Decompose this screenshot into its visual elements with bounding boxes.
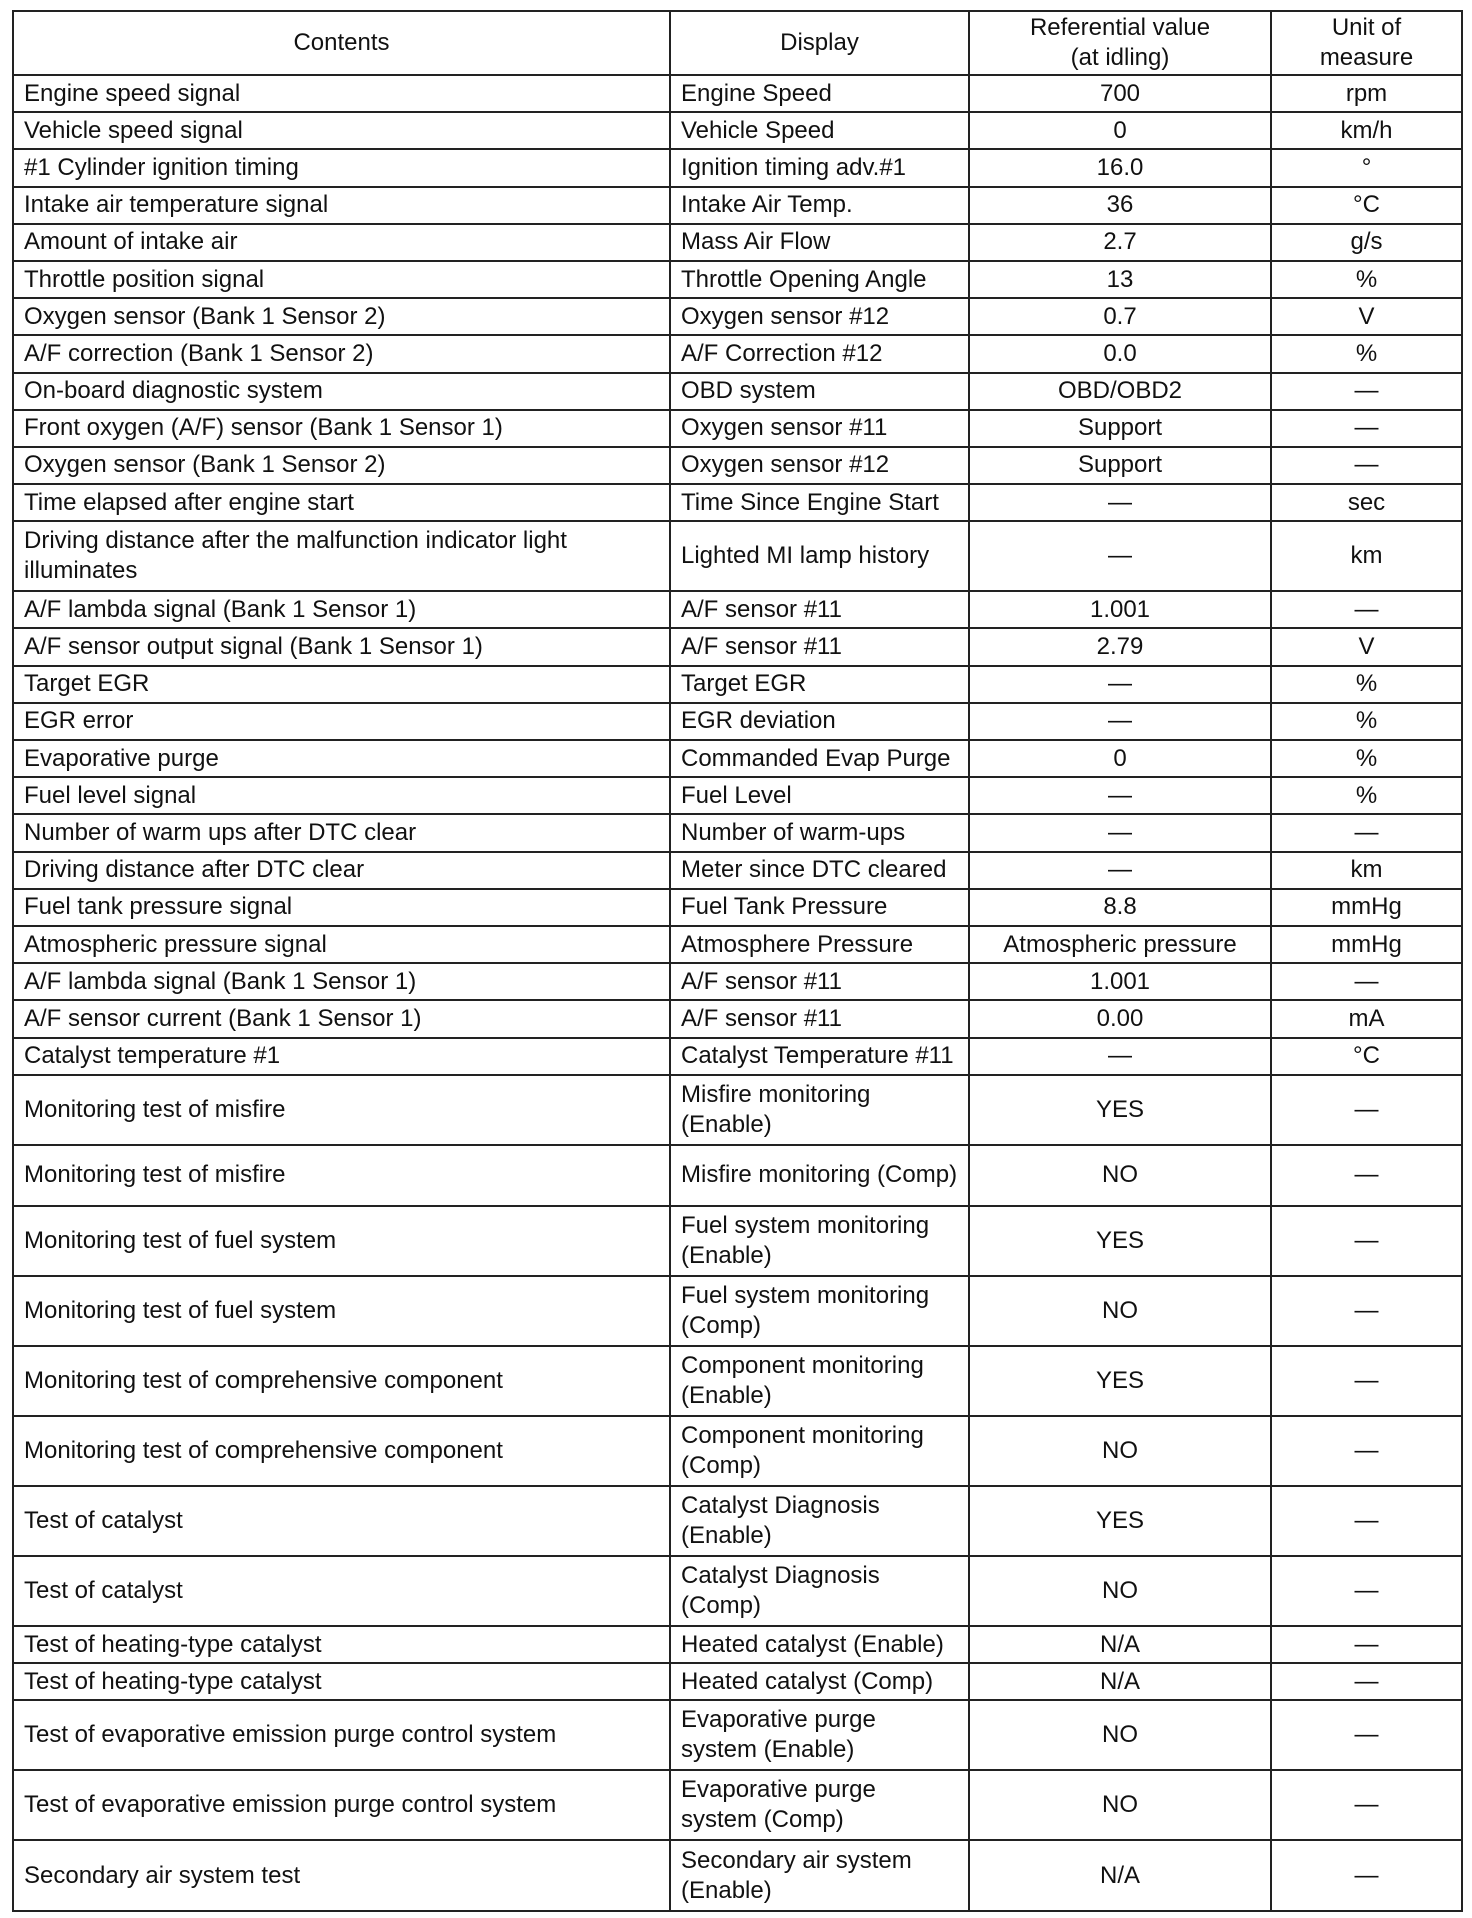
cell-unit: mmHg	[1271, 926, 1462, 963]
cell-display: Mass Air Flow	[670, 224, 969, 261]
cell-referential-value: N/A	[969, 1840, 1271, 1911]
cell-referential-value: 0	[969, 740, 1271, 777]
cell-contents: Oxygen sensor (Bank 1 Sensor 2)	[13, 298, 670, 335]
cell-display: Heated catalyst (Comp)	[670, 1663, 969, 1700]
cell-display: Vehicle Speed	[670, 112, 969, 149]
table-row	[13, 1840, 1462, 1911]
table-row	[13, 484, 1462, 521]
cell-unit: —	[1271, 1663, 1462, 1700]
cell-contents: A/F correction (Bank 1 Sensor 2)	[13, 335, 670, 372]
cell-contents: Fuel level signal	[13, 777, 670, 814]
cell-referential-value: —	[969, 814, 1271, 851]
cell-display: Catalyst Diagnosis (Enable)	[670, 1486, 969, 1556]
cell-unit: —	[1271, 1206, 1462, 1276]
cell-referential-value: —	[969, 777, 1271, 814]
cell-display: Heated catalyst (Enable)	[670, 1626, 969, 1663]
cell-unit: km	[1271, 521, 1462, 591]
table-row	[13, 447, 1462, 484]
cell-unit: —	[1271, 447, 1462, 484]
cell-contents: Driving distance after the malfunction indicator light illuminates	[13, 521, 670, 591]
cell-referential-value: 1.001	[969, 591, 1271, 628]
cell-display: Throttle Opening Angle	[670, 261, 969, 298]
cell-contents: Test of evaporative emission purge control system	[13, 1770, 670, 1840]
cell-referential-value: 0.7	[969, 298, 1271, 335]
table-row	[13, 1770, 1462, 1840]
table-row	[13, 521, 1462, 591]
table-row	[13, 666, 1462, 703]
table-row	[13, 187, 1462, 224]
cell-referential-value: Atmospheric pressure	[969, 926, 1271, 963]
cell-referential-value: 0	[969, 112, 1271, 149]
cell-referential-value: —	[969, 666, 1271, 703]
header-unit-of-measure	[1271, 11, 1462, 75]
cell-referential-value: NO	[969, 1416, 1271, 1486]
cell-unit: %	[1271, 703, 1462, 740]
cell-display: Misfire monitoring (Comp)	[670, 1145, 969, 1206]
cell-referential-value: N/A	[969, 1626, 1271, 1663]
table-row	[13, 373, 1462, 410]
cell-display: Component monitoring (Comp)	[670, 1416, 969, 1486]
cell-referential-value: NO	[969, 1556, 1271, 1626]
cell-referential-value: N/A	[969, 1663, 1271, 1700]
cell-referential-value: 0.00	[969, 1000, 1271, 1037]
cell-unit: °	[1271, 149, 1462, 186]
cell-referential-value: 36	[969, 187, 1271, 224]
cell-display: Catalyst Temperature #11	[670, 1038, 969, 1075]
cell-unit: —	[1271, 1700, 1462, 1770]
cell-unit: —	[1271, 963, 1462, 1000]
table-row	[13, 1276, 1462, 1346]
header-referential-value-line1: Referential value	[1029, 14, 1211, 41]
cell-contents: Test of catalyst	[13, 1486, 670, 1556]
table-row	[13, 1145, 1462, 1206]
table-row	[13, 926, 1462, 963]
cell-unit: —	[1271, 373, 1462, 410]
cell-referential-value: —	[969, 703, 1271, 740]
cell-contents: Monitoring test of comprehensive component	[13, 1346, 670, 1416]
header-unit-line1: Unit of	[1331, 14, 1402, 41]
cell-referential-value: —	[969, 521, 1271, 591]
cell-referential-value: 8.8	[969, 889, 1271, 926]
cell-referential-value: YES	[969, 1206, 1271, 1276]
cell-unit: —	[1271, 1145, 1462, 1206]
cell-display: Time Since Engine Start	[670, 484, 969, 521]
table-row	[13, 224, 1462, 261]
cell-display: Ignition timing adv.#1	[670, 149, 969, 186]
cell-referential-value: YES	[969, 1346, 1271, 1416]
cell-display: Fuel system monitoring (Enable)	[670, 1206, 969, 1276]
table-row	[13, 1556, 1462, 1626]
cell-unit: %	[1271, 261, 1462, 298]
cell-contents: A/F lambda signal (Bank 1 Sensor 1)	[13, 591, 670, 628]
cell-contents: Secondary air system test	[13, 1840, 670, 1911]
cell-contents: Number of warm ups after DTC clear	[13, 814, 670, 851]
table-row	[13, 1626, 1462, 1663]
cell-unit: %	[1271, 740, 1462, 777]
cell-unit: sec	[1271, 484, 1462, 521]
cell-contents: Test of catalyst	[13, 1556, 670, 1626]
cell-unit: —	[1271, 814, 1462, 851]
cell-display: Oxygen sensor #11	[670, 410, 969, 447]
cell-unit: %	[1271, 666, 1462, 703]
data-monitor-table	[12, 10, 1463, 1912]
cell-unit: %	[1271, 777, 1462, 814]
cell-unit: °C	[1271, 1038, 1462, 1075]
cell-unit: —	[1271, 1840, 1462, 1911]
cell-referential-value: 0.0	[969, 335, 1271, 372]
table-header-row	[13, 11, 1462, 75]
table-row	[13, 814, 1462, 851]
cell-unit: mA	[1271, 1000, 1462, 1037]
cell-display: Commanded Evap Purge	[670, 740, 969, 777]
cell-referential-value: —	[969, 484, 1271, 521]
table-row	[13, 1000, 1462, 1037]
cell-contents: Evaporative purge	[13, 740, 670, 777]
cell-referential-value: OBD/OBD2	[969, 373, 1271, 410]
cell-unit: rpm	[1271, 75, 1462, 112]
cell-unit: km/h	[1271, 112, 1462, 149]
cell-referential-value: YES	[969, 1486, 1271, 1556]
cell-contents: Throttle position signal	[13, 261, 670, 298]
cell-referential-value: 1.001	[969, 963, 1271, 1000]
header-display: Display	[670, 11, 969, 75]
cell-display: Engine Speed	[670, 75, 969, 112]
cell-unit: g/s	[1271, 224, 1462, 261]
cell-contents: Front oxygen (A/F) sensor (Bank 1 Sensor 1)	[13, 410, 670, 447]
header-referential-value	[969, 11, 1271, 75]
cell-contents: Vehicle speed signal	[13, 112, 670, 149]
cell-unit: —	[1271, 1075, 1462, 1145]
cell-display: Catalyst Diagnosis (Comp)	[670, 1556, 969, 1626]
cell-display: Component monitoring (Enable)	[670, 1346, 969, 1416]
table-row	[13, 740, 1462, 777]
table-row	[13, 889, 1462, 926]
cell-display: A/F sensor #11	[670, 963, 969, 1000]
header-contents: Contents	[13, 11, 670, 75]
cell-display: A/F sensor #11	[670, 628, 969, 665]
cell-display: Number of warm-ups	[670, 814, 969, 851]
table-row	[13, 1075, 1462, 1145]
cell-unit: %	[1271, 335, 1462, 372]
cell-contents: Intake air temperature signal	[13, 187, 670, 224]
cell-contents: EGR error	[13, 703, 670, 740]
cell-display: Oxygen sensor #12	[670, 298, 969, 335]
table-row	[13, 1486, 1462, 1556]
cell-display: A/F Correction #12	[670, 335, 969, 372]
cell-display: Atmosphere Pressure	[670, 926, 969, 963]
cell-unit: V	[1271, 628, 1462, 665]
cell-display: Evaporative purge system (Enable)	[670, 1700, 969, 1770]
cell-display: Target EGR	[670, 666, 969, 703]
cell-display: A/F sensor #11	[670, 591, 969, 628]
cell-contents: Test of heating-type catalyst	[13, 1626, 670, 1663]
table-row	[13, 112, 1462, 149]
header-unit-line2: measure	[1319, 44, 1414, 71]
cell-referential-value: YES	[969, 1075, 1271, 1145]
table-row	[13, 963, 1462, 1000]
cell-unit: km	[1271, 852, 1462, 889]
cell-unit: —	[1271, 1626, 1462, 1663]
cell-referential-value: 2.79	[969, 628, 1271, 665]
cell-display: Evaporative purge system (Comp)	[670, 1770, 969, 1840]
table-row	[13, 1038, 1462, 1075]
cell-referential-value: NO	[969, 1145, 1271, 1206]
cell-display: OBD system	[670, 373, 969, 410]
header-referential-value-line2: (at idling)	[1070, 44, 1170, 71]
cell-contents: Atmospheric pressure signal	[13, 926, 670, 963]
cell-referential-value: NO	[969, 1770, 1271, 1840]
cell-contents: Target EGR	[13, 666, 670, 703]
table-row	[13, 591, 1462, 628]
cell-display: Fuel system monitoring (Comp)	[670, 1276, 969, 1346]
cell-referential-value: Support	[969, 447, 1271, 484]
cell-contents: Fuel tank pressure signal	[13, 889, 670, 926]
cell-referential-value: NO	[969, 1700, 1271, 1770]
table-row	[13, 1700, 1462, 1770]
cell-display: EGR deviation	[670, 703, 969, 740]
cell-display: Secondary air system (Enable)	[670, 1840, 969, 1911]
cell-unit: mmHg	[1271, 889, 1462, 926]
cell-unit: —	[1271, 1556, 1462, 1626]
cell-unit: V	[1271, 298, 1462, 335]
table-row	[13, 703, 1462, 740]
cell-unit: —	[1271, 1346, 1462, 1416]
cell-display: A/F sensor #11	[670, 1000, 969, 1037]
cell-contents: Monitoring test of fuel system	[13, 1206, 670, 1276]
table-row	[13, 1346, 1462, 1416]
cell-display: Fuel Level	[670, 777, 969, 814]
cell-contents: Test of evaporative emission purge control system	[13, 1700, 670, 1770]
cell-referential-value: 13	[969, 261, 1271, 298]
cell-contents: Driving distance after DTC clear	[13, 852, 670, 889]
cell-contents: A/F sensor output signal (Bank 1 Sensor 1)	[13, 628, 670, 665]
table-row	[13, 298, 1462, 335]
cell-contents: Time elapsed after engine start	[13, 484, 670, 521]
table-row	[13, 1416, 1462, 1486]
cell-contents: Catalyst temperature #1	[13, 1038, 670, 1075]
cell-contents: Monitoring test of fuel system	[13, 1276, 670, 1346]
cell-contents: A/F sensor current (Bank 1 Sensor 1)	[13, 1000, 670, 1037]
cell-display: Meter since DTC cleared	[670, 852, 969, 889]
cell-unit: °C	[1271, 187, 1462, 224]
cell-unit: —	[1271, 410, 1462, 447]
cell-display: Fuel Tank Pressure	[670, 889, 969, 926]
table-row	[13, 628, 1462, 665]
table-row	[13, 75, 1462, 112]
table-body	[13, 75, 1462, 1911]
cell-referential-value: —	[969, 852, 1271, 889]
cell-referential-value: 16.0	[969, 149, 1271, 186]
table-row	[13, 1663, 1462, 1700]
cell-unit: —	[1271, 591, 1462, 628]
cell-contents: Engine speed signal	[13, 75, 670, 112]
cell-unit: —	[1271, 1770, 1462, 1840]
table-row	[13, 149, 1462, 186]
cell-unit: —	[1271, 1276, 1462, 1346]
cell-referential-value: 700	[969, 75, 1271, 112]
cell-unit: —	[1271, 1486, 1462, 1556]
table-row	[13, 410, 1462, 447]
cell-referential-value: Support	[969, 410, 1271, 447]
table-row	[13, 777, 1462, 814]
cell-contents: #1 Cylinder ignition timing	[13, 149, 670, 186]
cell-contents: Monitoring test of misfire	[13, 1075, 670, 1145]
cell-contents: Amount of intake air	[13, 224, 670, 261]
cell-contents: On-board diagnostic system	[13, 373, 670, 410]
cell-referential-value: 2.7	[969, 224, 1271, 261]
cell-display: Lighted MI lamp history	[670, 521, 969, 591]
cell-contents: Monitoring test of comprehensive component	[13, 1416, 670, 1486]
cell-referential-value: —	[969, 1038, 1271, 1075]
table-row	[13, 852, 1462, 889]
table-row	[13, 261, 1462, 298]
cell-contents: Test of heating-type catalyst	[13, 1663, 670, 1700]
table-row	[13, 1206, 1462, 1276]
cell-display: Misfire monitoring (Enable)	[670, 1075, 969, 1145]
cell-contents: A/F lambda signal (Bank 1 Sensor 1)	[13, 963, 670, 1000]
cell-unit: —	[1271, 1416, 1462, 1486]
cell-display: Intake Air Temp.	[670, 187, 969, 224]
table-row	[13, 335, 1462, 372]
cell-contents: Oxygen sensor (Bank 1 Sensor 2)	[13, 447, 670, 484]
cell-display: Oxygen sensor #12	[670, 447, 969, 484]
cell-contents: Monitoring test of misfire	[13, 1145, 670, 1206]
cell-referential-value: NO	[969, 1276, 1271, 1346]
